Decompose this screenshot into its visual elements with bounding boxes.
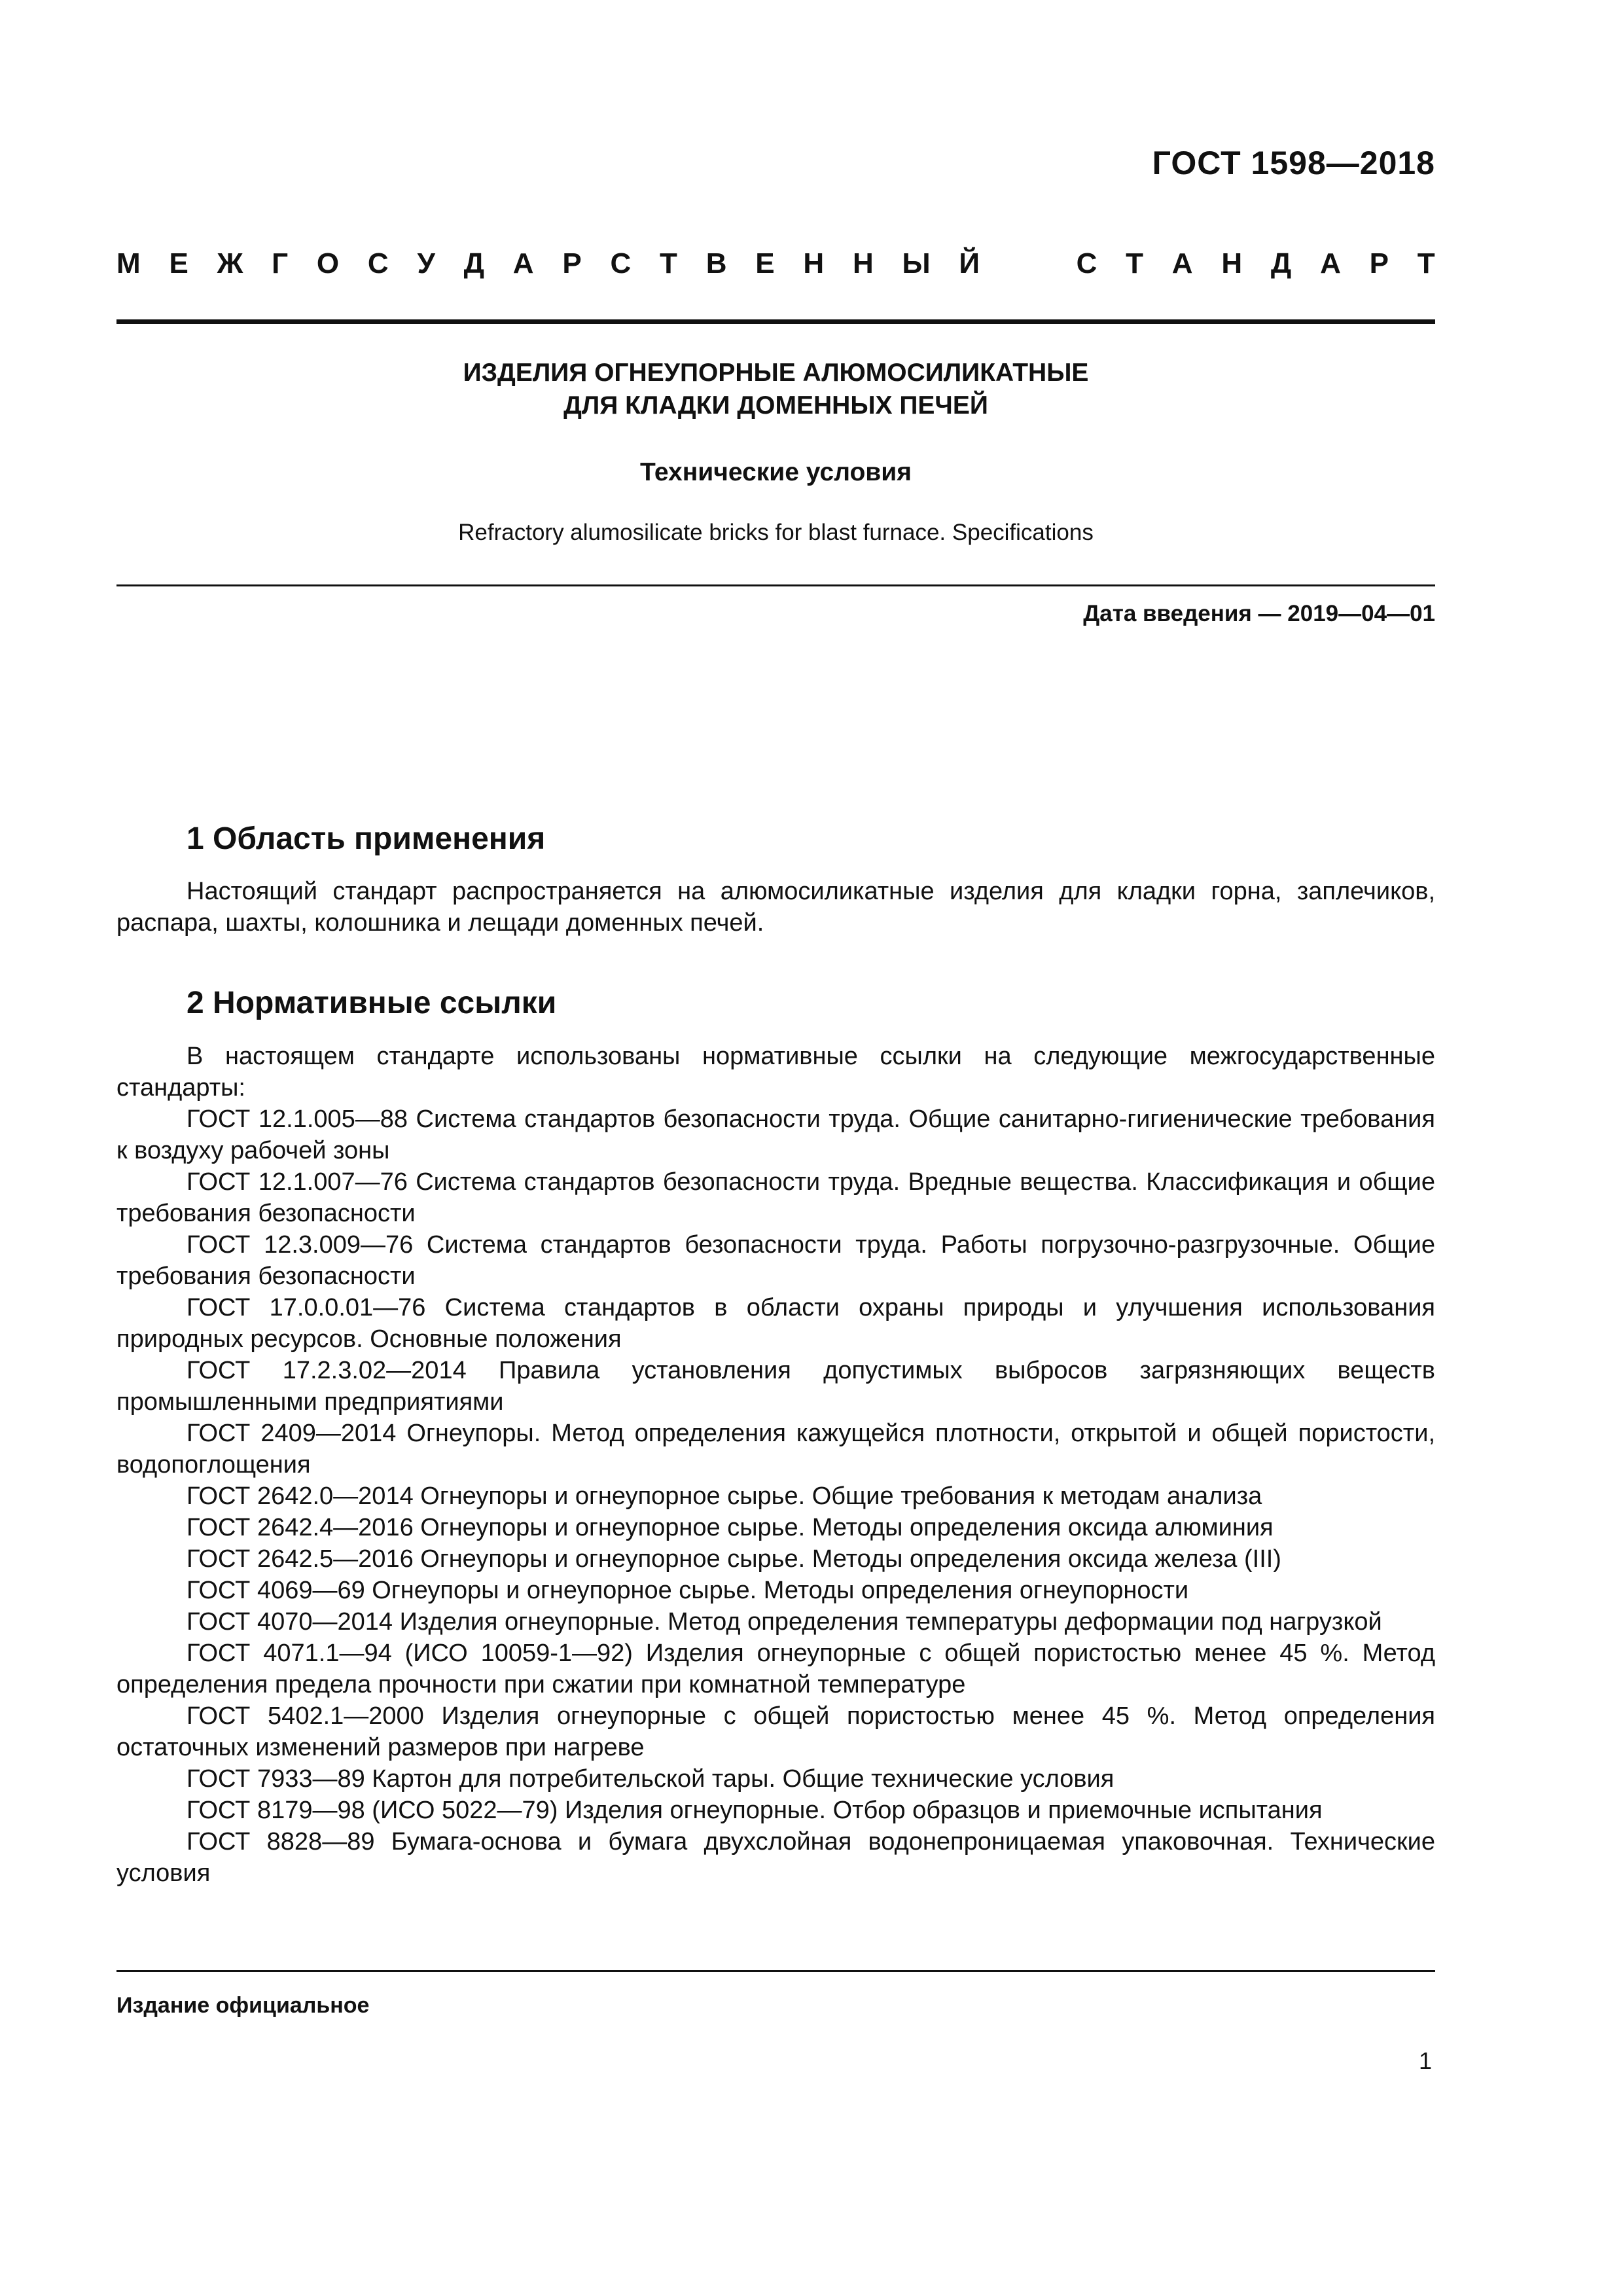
title-divider xyxy=(116,584,1435,586)
banner-letter: У xyxy=(417,247,435,279)
banner-letter: Е xyxy=(755,247,775,279)
section-2-intro: В настоящем стандарте использованы нормативные ссылки на следующие межгосударственные стандарты: xyxy=(116,1043,1435,1102)
banner-letter: Т xyxy=(1417,247,1435,279)
reference-item: ГОСТ 12.1.007—76 Система стандартов безопасности труда. Вредные вещества. Классификация и общие требования безопасности xyxy=(116,1168,1435,1227)
document-title xyxy=(116,357,1435,422)
reference-item: ГОСТ 17.2.3.02—2014 Правила установления допустимых выбросов загрязняющих веществ промышленными предприятиями xyxy=(116,1357,1435,1416)
section-2-body xyxy=(116,1041,1435,1889)
banner-letter: В xyxy=(705,247,727,279)
section-1-heading: 1 Область применения xyxy=(187,821,546,856)
banner-letter: Н xyxy=(852,247,874,279)
reference-item: ГОСТ 12.1.005—88 Система стандартов безопасности труда. Общие санитарно-гигиенические требования к воздуху рабочей зоны xyxy=(116,1105,1435,1164)
document-code: ГОСТ 1598—2018 xyxy=(1152,145,1435,181)
banner-letter: Т xyxy=(660,247,677,279)
document-subtitle: Технические условия xyxy=(639,458,912,486)
banner-letter: С xyxy=(610,247,632,279)
banner-letter: Ы xyxy=(902,247,931,279)
banner-letter: Н xyxy=(803,247,825,279)
banner-letter: А xyxy=(512,247,534,279)
banner-letter: Р xyxy=(1369,247,1389,279)
reference-item: ГОСТ 2642.0—2014 Огнеупоры и огнеупорное сырье. Общие требования к методам анализа xyxy=(187,1482,1262,1510)
section-1-body xyxy=(116,876,1435,939)
reference-item: ГОСТ 4071.1—94 (ИСО 10059-1—92) Изделия огнеупорные с общей пористостью менее 45 %. Метод определения предела прочности при сжатии при комнатной температуре xyxy=(116,1640,1435,1698)
banner-letter: М xyxy=(116,247,141,279)
reference-item: ГОСТ 8828—89 Бумага-основа и бумага двухслойная водонепроницаемая упаковочная. Технические условия xyxy=(116,1828,1435,1887)
reference-item: ГОСТ 5402.1—2000 Изделия огнеупорные с общей пористостью менее 45 %. Метод определения остаточных изменений размеров при нагреве xyxy=(116,1702,1435,1761)
banner-letter: А xyxy=(1171,247,1193,279)
section-2-heading: 2 Нормативные ссылки xyxy=(187,986,557,1020)
reference-item: ГОСТ 7933—89 Картон для потребительской тары. Общие технические условия xyxy=(187,1765,1115,1793)
footer-divider xyxy=(116,1970,1435,1972)
interstate-standard-banner xyxy=(116,247,1435,280)
banner-letter: Р xyxy=(562,247,582,279)
reference-item: ГОСТ 12.3.009—76 Система стандартов безопасности труда. Работы погрузочно-разгрузочные. Общие требования безопасности xyxy=(116,1231,1435,1290)
banner-letter: Т xyxy=(1126,247,1144,279)
banner-letter: С xyxy=(1076,247,1097,279)
reference-item: ГОСТ 17.0.0.01—76 Система стандартов в области охраны природы и улучшения использования природных ресурсов. Основные положения xyxy=(116,1294,1435,1353)
header-divider xyxy=(116,319,1435,324)
banner-letter: С xyxy=(367,247,389,279)
reference-item: ГОСТ 4069—69 Огнеупоры и огнеупорное сырье. Методы определения огнеупорности xyxy=(187,1577,1189,1604)
title-line-1: ИЗДЕЛИЯ ОГНЕУПОРНЫЕ АЛЮМОСИЛИКАТНЫЕ xyxy=(463,359,1089,387)
english-title: Refractory alumosilicate bricks for blast furnace. Specifications xyxy=(458,520,1094,545)
reference-item: ГОСТ 4070—2014 Изделия огнеупорные. Метод определения температуры деформации под нагрузкой xyxy=(187,1608,1382,1636)
reference-item: ГОСТ 2642.5—2016 Огнеупоры и огнеупорное сырье. Методы определения оксида железа (III) xyxy=(187,1545,1281,1573)
reference-item: ГОСТ 8179—98 (ИСО 5022—79) Изделия огнеупорные. Отбор образцов и приемочные испытания xyxy=(187,1797,1323,1824)
banner-letter: А xyxy=(1320,247,1341,279)
banner-letter: Н xyxy=(1221,247,1243,279)
banner-letter: Ж xyxy=(217,247,243,279)
section-1-text: Настоящий стандарт распространяется на алюмосиликатные изделия для кладки горна, заплечиков, распара, шахты, колошника и лещади доменных печей. xyxy=(116,878,1435,937)
banner-letter: Й xyxy=(959,247,980,279)
reference-item: ГОСТ 2409—2014 Огнеупоры. Метод определения кажущейся плотности, открытой и общей пористости, водопоглощения xyxy=(116,1420,1435,1479)
banner-letter: Е xyxy=(169,247,188,279)
normative-references-list xyxy=(116,1103,1435,1889)
banner-letter: Д xyxy=(1270,247,1292,279)
banner-letter: Д xyxy=(463,247,484,279)
page-number: 1 xyxy=(1418,2047,1432,2074)
title-line-2: ДЛЯ КЛАДКИ ДОМЕННЫХ ПЕЧЕЙ xyxy=(563,391,988,420)
introduction-date: Дата введения — 2019—04—01 xyxy=(1083,601,1435,626)
banner-letter: О xyxy=(316,247,340,279)
banner-letter: Г xyxy=(272,247,289,279)
official-edition-label: Издание официальное xyxy=(116,1993,370,2018)
reference-item: ГОСТ 2642.4—2016 Огнеупоры и огнеупорное сырье. Методы определения оксида алюминия xyxy=(187,1514,1274,1541)
